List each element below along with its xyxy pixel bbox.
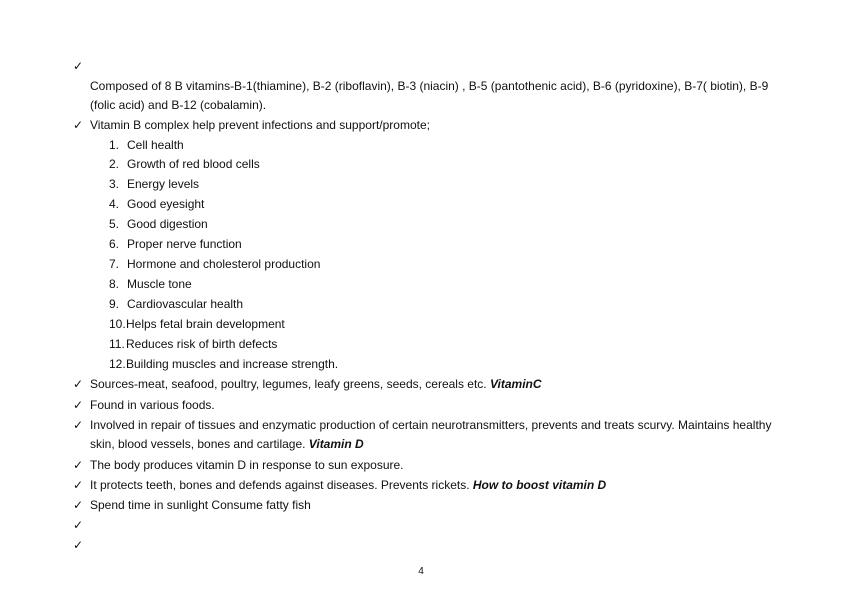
intro-line-2: (folic acid) and B-12 (cobalamin). [90, 98, 267, 112]
list-item-number: 10. [109, 317, 126, 331]
list-item: Growth of red blood cells [127, 157, 260, 171]
list-item-number: 9. [109, 297, 120, 311]
list-item: Cell health [127, 138, 184, 152]
list-item-number: 7. [109, 257, 120, 271]
list-item-number: 2. [109, 157, 120, 171]
list-item-number: 1. [109, 138, 120, 152]
checkmark-icon: ✓ [73, 377, 84, 391]
intro-line-1: Composed of 8 B vitamins-B-1(thiamine), B-2 (riboflavin), B-3 (niacin) , B-5 (pantothenic acid), B-6 (pyridoxine), B-7( biotin), B-9 [90, 79, 769, 93]
list-item: Cardiovascular health [127, 297, 244, 311]
repair-text: skin, blood vessels, bones and cartilage. [90, 437, 309, 451]
list-item-number: 6. [109, 237, 120, 251]
list-item: Good eyesight [127, 197, 205, 211]
checkmark-icon: ✓ [73, 398, 84, 412]
list-item-number: 4. [109, 197, 120, 211]
list-item-number: 5. [109, 217, 120, 231]
checkmark-icon: ✓ [73, 458, 84, 472]
sources-line [90, 376, 542, 392]
list-item: Proper nerve function [127, 237, 242, 251]
found-line: Found in various foods. [90, 398, 215, 412]
checkmark-icon: ✓ [73, 518, 84, 532]
list-item: Reduces risk of birth defects [126, 337, 278, 351]
repair-line-2 [90, 436, 364, 452]
page-number: 4 [418, 566, 424, 577]
vitamin-c-heading: VitaminC [489, 377, 542, 391]
list-item-number: 11. [109, 337, 125, 351]
list-item: Energy levels [127, 177, 200, 191]
list-item: Helps fetal brain development [126, 317, 285, 331]
complex-heading: Vitamin B complex help prevent infections and support/promote; [90, 118, 430, 132]
checkmark-icon: ✓ [73, 418, 84, 432]
sun-line: The body produces vitamin D in response to sun exposure. [90, 458, 404, 472]
protects-text: It protects teeth, bones and defends against diseases. Prevents rickets. [90, 478, 473, 492]
list-item: Good digestion [127, 217, 208, 231]
checkmark-icon: ✓ [73, 478, 84, 492]
spend-line: Spend time in sunlight Consume fatty fish [90, 498, 311, 512]
list-item-number: 12. [109, 357, 126, 371]
repair-line-1: Involved in repair of tissues and enzymatic production of certain neurotransmitters, prevents and treats scurvy. Maintains healthy [90, 418, 772, 432]
checkmark-icon: ✓ [73, 59, 84, 73]
list-item-number: 8. [109, 277, 120, 291]
list-item: Muscle tone [127, 277, 192, 291]
boost-heading: How to boost vitamin D [472, 478, 607, 492]
list-item-number: 3. [109, 177, 120, 191]
checkmark-icon: ✓ [73, 118, 84, 132]
list-item: Hormone and cholesterol production [127, 257, 321, 271]
checkmark-icon: ✓ [73, 538, 84, 552]
checkmark-icon: ✓ [73, 498, 84, 512]
sources-text: Sources-meat, seafood, poultry, legumes, leafy greens, seeds, cereals etc. [90, 377, 490, 391]
list-item: Building muscles and increase strength. [126, 357, 339, 371]
protects-line [90, 477, 606, 493]
vitamin-d-heading: Vitamin D [308, 437, 364, 451]
